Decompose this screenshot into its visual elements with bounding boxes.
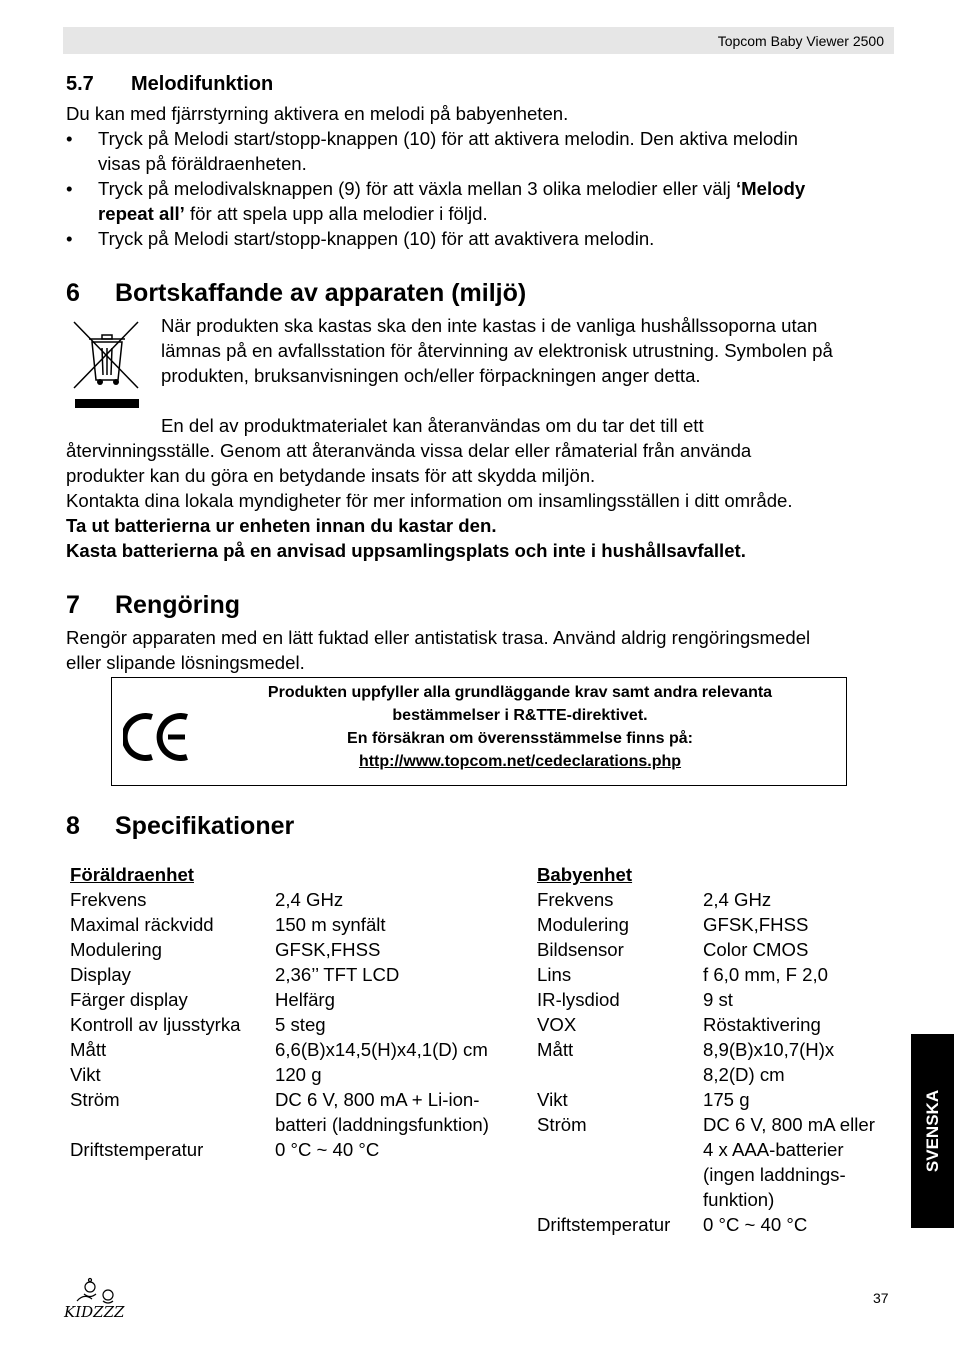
spec-value: (ingen laddnings- [703, 1164, 846, 1185]
section-5-7-number: 5.7 [66, 73, 94, 95]
ce-mark-icon [123, 713, 191, 761]
spec-value: 2,4 GHz [275, 889, 344, 910]
spec-label: IR-lysdiod [537, 989, 620, 1010]
spec-value: 0 °C ~ 40 °C [703, 1214, 808, 1235]
section-7-number: 7 [66, 591, 80, 619]
language-side-tab [911, 1034, 954, 1228]
weee-crossed-bin-icon [72, 320, 142, 410]
cleaning-text-line: eller slipande lösningsmedel. [66, 652, 305, 673]
bullet-dot: • [66, 178, 73, 199]
spec-value: DC 6 V, 800 mA eller [703, 1114, 875, 1135]
spec-label: Frekvens [70, 889, 147, 910]
disposal-paragraph-line: produkten, bruksanvisningen och/eller förpackningen anger detta. [161, 365, 701, 386]
spec-value: batteri (laddningsfunktion) [275, 1114, 489, 1135]
spec-label: Mått [70, 1039, 107, 1060]
section-5-7-title: Melodifunktion [131, 73, 274, 95]
spec-value: GFSK,FHSS [275, 939, 381, 960]
section-7-title: Rengöring [115, 591, 240, 619]
bullet-item [66, 176, 896, 226]
spec-label: Lins [537, 964, 572, 985]
ce-declaration-box [111, 677, 847, 786]
spec-value: 5 steg [275, 1014, 326, 1035]
spec-label: Modulering [70, 939, 162, 960]
running-header [63, 27, 894, 54]
ce-text-line: Produkten uppfyller alla grundläggande krav samt andra relevanta [267, 684, 773, 701]
battery-disposal-text: Kasta batterierna på en anvisad uppsamlingsplats och inte i hushållsavfallet. [66, 540, 746, 561]
spec-value: 6,6(B)x14,5(H)x4,1(D) cm [275, 1039, 488, 1060]
contact-authorities-text: Kontakta dina lokala myndigheter för mer information om insamlingsställen i ditt område. [66, 490, 793, 511]
spec-label: Display [70, 964, 131, 985]
bullet-text: för att spela upp alla melodier i följd. [184, 203, 488, 224]
header-title: Topcom Baby Viewer 2500 [717, 33, 884, 49]
bullet-dot: • [66, 128, 73, 149]
spec-value: 4 x AAA-batterier [703, 1139, 844, 1160]
ce-declarations-link[interactable]: http://www.topcom.net/cedeclarations.php [358, 753, 682, 770]
baby-unit-heading: Babyenhet [537, 864, 633, 885]
spec-value: 2,4 GHz [703, 889, 772, 910]
spec-value: 150 m synfält [275, 914, 386, 935]
spec-label: Frekvens [537, 889, 614, 910]
spec-label: Ström [70, 1089, 120, 1110]
bullet-text-line: Tryck på Melodi start/stopp-knappen (10) för att avaktivera melodin. [98, 228, 655, 249]
bullet-text-line: visas på föräldraenheten. [98, 153, 307, 174]
spec-label: VOX [537, 1014, 577, 1035]
spec-value: DC 6 V, 800 mA + Li-ion- [275, 1089, 480, 1110]
kidzzz-logo [62, 1277, 136, 1321]
ce-text-line: bestämmelser i R&TTE-direktivet. [392, 707, 648, 724]
recycling-paragraph-line: återvinningsställe. Genom att återanvända vissa delar eller råmaterial från använda [66, 440, 752, 461]
spec-label: Vikt [70, 1064, 101, 1085]
spec-value: GFSK,FHSS [703, 914, 809, 935]
spec-label: Bildsensor [537, 939, 624, 960]
section-8-number: 8 [66, 812, 80, 840]
bullet-dot: • [66, 228, 73, 249]
recycling-paragraph-line: produkter kan du göra en betydande insats för att skydda miljön. [66, 465, 596, 486]
spec-label: Mått [537, 1039, 574, 1060]
section-8-title: Specifikationer [115, 812, 295, 840]
spec-value: 8,9(B)x10,7(H)x [703, 1039, 835, 1060]
bullet-item [66, 226, 896, 251]
ce-text-line: En försäkran om överensstämmelse finns på: [347, 730, 693, 747]
disposal-paragraph-line: När produkten ska kastas ska den inte kastas i de vanliga hushållssoporna utan [161, 315, 818, 336]
spec-label: Driftstemperatur [537, 1214, 671, 1235]
section-5-7-intro: Du kan med fjärrstyrning aktivera en melodi på babyenheten. [66, 103, 569, 124]
spec-value: 9 st [703, 989, 733, 1010]
spec-label: Kontroll av ljusstyrka [70, 1014, 241, 1035]
spec-value: 2,36’’ TFT LCD [275, 964, 400, 985]
recycling-paragraph-line: En del av produktmaterialet kan återanvändas om du tar det till ett [161, 415, 704, 436]
spec-value: funktion) [703, 1189, 775, 1210]
page-number: 37 [873, 1290, 889, 1306]
bullet-item [66, 126, 896, 176]
spec-label: Vikt [537, 1089, 568, 1110]
bullet-text-line [98, 201, 898, 226]
spec-value: f 6,0 mm, F 2,0 [703, 964, 829, 985]
disposal-paragraph-line: lämnas på en avfallsstation för återvinning av elektronisk utrustning. Symbolen på [161, 340, 833, 361]
spec-value: 0 °C ~ 40 °C [275, 1139, 380, 1160]
bullet-text: Tryck på melodivalsknappen (9) för att växla mellan 3 olika melodier eller välj [98, 178, 736, 199]
bullet-text-line: Tryck på Melodi start/stopp-knappen (10) för att aktivera melodin. Den aktiva melodin [98, 128, 798, 149]
battery-warning-text: Ta ut batterierna ur enheten innan du kastar den. [66, 515, 497, 536]
bullet-text-line [98, 176, 898, 201]
spec-value: 120 g [275, 1064, 322, 1085]
spec-label: Modulering [537, 914, 629, 935]
parent-unit-heading: Föräldraenhet [70, 864, 194, 885]
cleaning-text-line: Rengör apparaten med en lätt fuktad eller antistatisk trasa. Använd aldrig rengöringsmedel [66, 627, 811, 648]
spec-label: Driftstemperatur [70, 1139, 204, 1160]
section-6-title: Bortskaffande av apparaten (miljö) [115, 279, 527, 307]
kidzzz-logo-text: KIDZZZ [64, 1303, 125, 1321]
language-tab-label: SVENSKA [922, 1089, 942, 1173]
spec-value: Color CMOS [703, 939, 809, 960]
spec-label: Ström [537, 1114, 587, 1135]
spec-value: Helfärg [275, 989, 335, 1010]
spec-value: 175 g [703, 1089, 750, 1110]
bullet-bold-text: ‘Melody [735, 178, 806, 199]
spec-value: Röstaktivering [703, 1014, 821, 1035]
spec-label: Färger display [70, 989, 188, 1010]
spec-value: 8,2(D) cm [703, 1064, 785, 1085]
spec-label: Maximal räckvidd [70, 914, 214, 935]
bullet-bold-text: repeat all’ [98, 203, 185, 224]
section-6-number: 6 [66, 279, 80, 307]
